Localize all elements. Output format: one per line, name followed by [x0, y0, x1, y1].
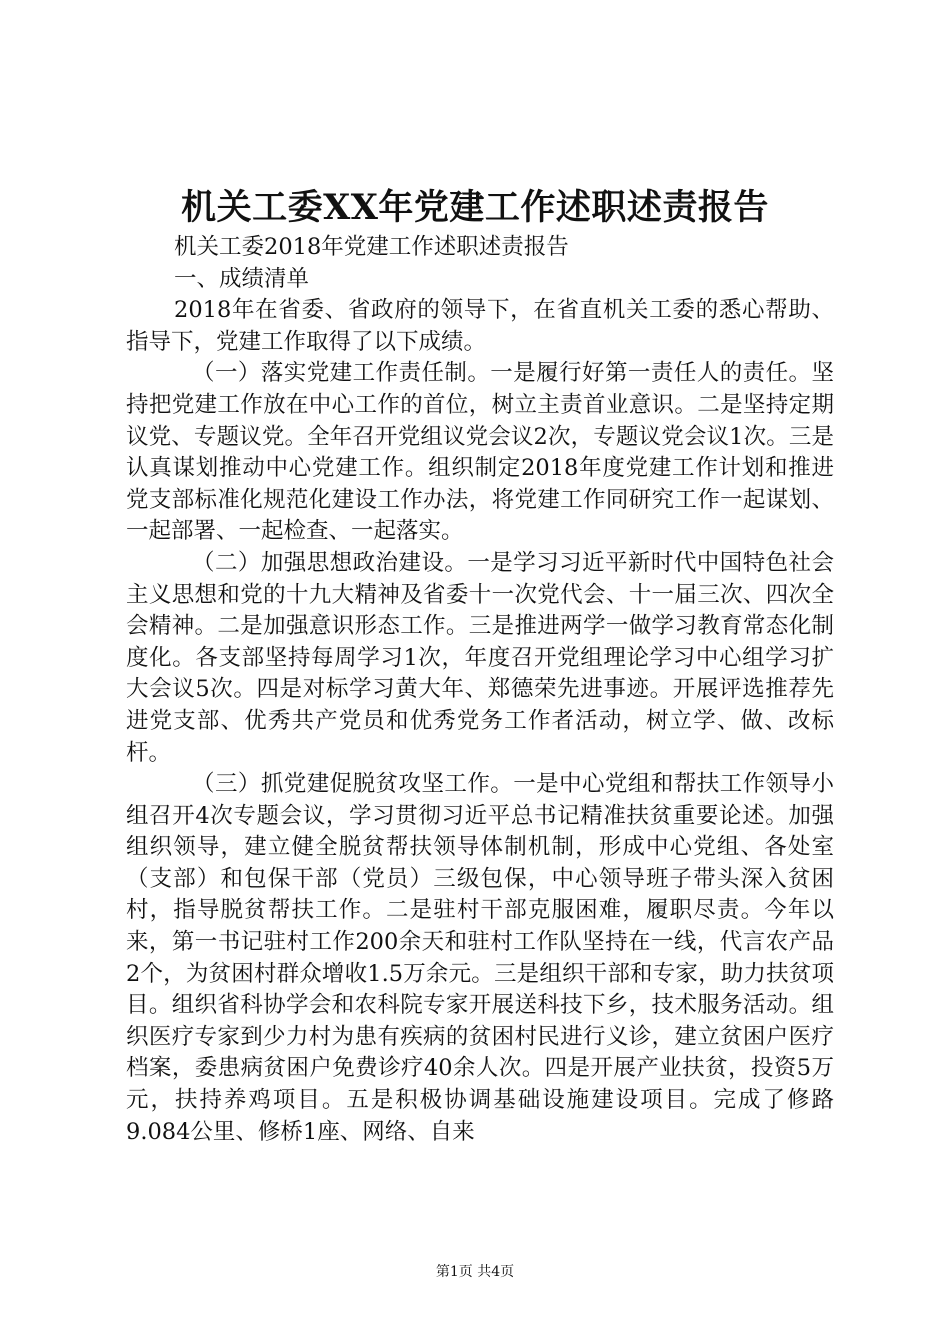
paragraph: 2018年在省委、省政府的领导下，在省直机关工委的悉心帮助、指导下，党建工作取得了以下成绩。: [126, 297, 834, 355]
page-footer: 第1页 共4页: [435, 1264, 515, 1280]
document-body: [126, 232, 834, 1148]
section-heading: 一、成绩清单: [174, 265, 310, 292]
document-subtitle: 机关工委2018年党建工作述职述责报告: [174, 234, 569, 260]
paragraph: （一）落实党建工作责任制。一是履行好第一责任人的责任。坚持把党建工作放在中心工作的首位，树立主责首业意识。二是坚持定期议党、专题议党。全年召开党组议党会议2次，专题议党会议1次。三是认真谋划推动中心党建工作。组织制定2018年度党建工作计划和推进党支部标准化规范化建设工作办法，将党建工作同研究工作一起谋划、一起部署、一起检查、一起落实。: [126, 360, 834, 545]
document-title: 机关工委XX年党建工作述职述责报告: [181, 187, 769, 228]
paragraph: （三）抓党建促脱贫攻坚工作。一是中心党组和帮扶工作领导小组召开4次专题会议，学习贯彻习近平总书记精准扶贫重要论述。加强组织领导，建立健全脱贫帮扶领导体制机制，形成中心党组、各处室（支部）和包保干部（党员）三级包保，中心领导班子带头深入贫困村，指导脱贫帮扶工作。二是驻村干部克服困难，履职尽责。今年以来，第一书记驻村工作200余天和驻村工作队坚持在一线，代言农产品2个，为贫困村群众增收1.5万余元。三是组织干部和专家，助力扶贫项目。组织省科协学会和农科院专家开展送科技下乡，技术服务活动。组织医疗专家到少力村为患有疾病的贫困村民进行义诊，建立贫困户医疗档案，委患病贫困户免费诊疗40余人次。四是开展产业扶贫，投资5万元，扶持养鸡项目。五是积极协调基础设施建设项目。完成了修路9.084公里、修桥1座、网络、自来: [126, 771, 834, 1145]
paragraph: （二）加强思想政治建设。一是学习习近平新时代中国特色社会主义思想和党的十九大精神及省委十一次党代会、十一届三次、四次全会精神。二是加强意识形态工作。三是推进两学一做学习教育常态化制度化。各支部坚持每周学习1次，年度召开党组理论学习中心组学习扩大会议5次。四是对标学习黄大年、郑德荣先进事迹。开展评选推荐先进党支部、优秀共产党员和优秀党务工作者活动，树立学、做、改标杆。: [126, 549, 834, 766]
